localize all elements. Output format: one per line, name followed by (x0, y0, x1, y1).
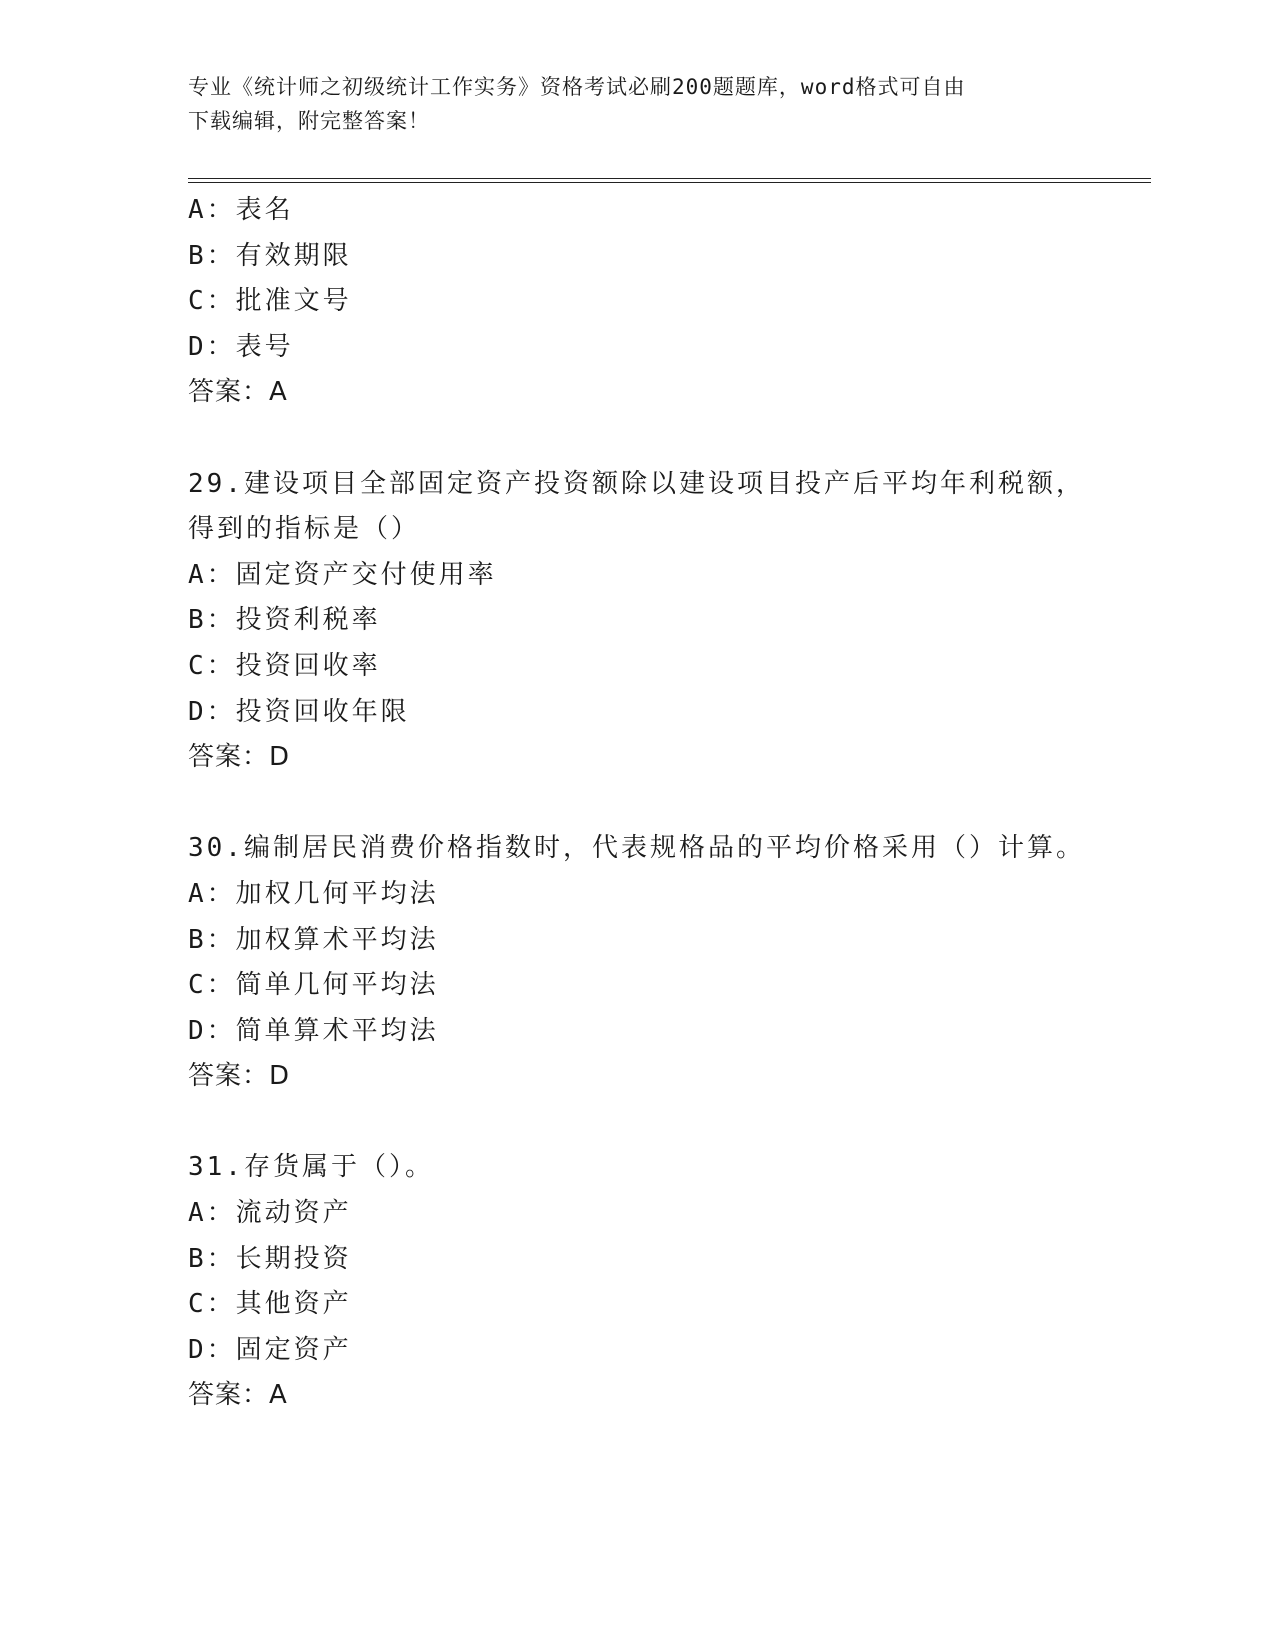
header-line-1: 专业《统计师之初级统计工作实务》资格考试必刷200题题库，word格式可自由 (188, 75, 966, 99)
answer: 答案：D (188, 742, 291, 773)
option-c: C：简单几何平均法 (188, 970, 439, 1001)
option-b: B：加权算术平均法 (188, 924, 439, 955)
option-b: B：有效期限 (188, 240, 352, 271)
question-31 (188, 1145, 1108, 1419)
question-28-continued (188, 188, 1108, 416)
option-c: C：其他资产 (188, 1289, 352, 1320)
option-a: A：固定资产交付使用率 (188, 559, 497, 590)
answer: 答案：A (188, 377, 288, 408)
option-d: D：投资回收年限 (188, 696, 410, 727)
question-stem: 31.存货属于（）。 (188, 1152, 434, 1183)
question-list (188, 188, 1108, 1419)
question-stem: 29.建设项目全部固定资产投资额除以建设项目投产后平均年利税额， (188, 468, 1085, 499)
option-b: B：投资利税率 (188, 605, 381, 636)
header-line-2: 下载编辑，附完整答案！ (188, 109, 430, 133)
question-stem: 30.编制居民消费价格指数时，代表规格品的平均价格采用（）计算。 (188, 833, 1085, 864)
option-a: A：表名 (188, 195, 294, 225)
option-c: C：投资回收率 (188, 650, 381, 681)
option-d: D：固定资产 (188, 1334, 352, 1365)
question-30 (188, 826, 1108, 1100)
option-a: A：加权几何平均法 (188, 878, 439, 909)
header-divider-top (188, 178, 1151, 179)
header-divider-bottom (188, 182, 1151, 183)
option-d: D：简单算术平均法 (188, 1015, 439, 1046)
question-stem-continued: 得到的指标是（） (188, 514, 421, 545)
option-d: D：表号 (188, 331, 294, 362)
answer: 答案：A (188, 1380, 288, 1411)
option-a: A：流动资产 (188, 1198, 352, 1229)
question-29 (188, 462, 1108, 781)
option-c: C：批准文号 (188, 286, 352, 317)
answer: 答案：D (188, 1061, 291, 1092)
page-header (188, 70, 1088, 138)
option-b: B：长期投资 (188, 1243, 352, 1274)
